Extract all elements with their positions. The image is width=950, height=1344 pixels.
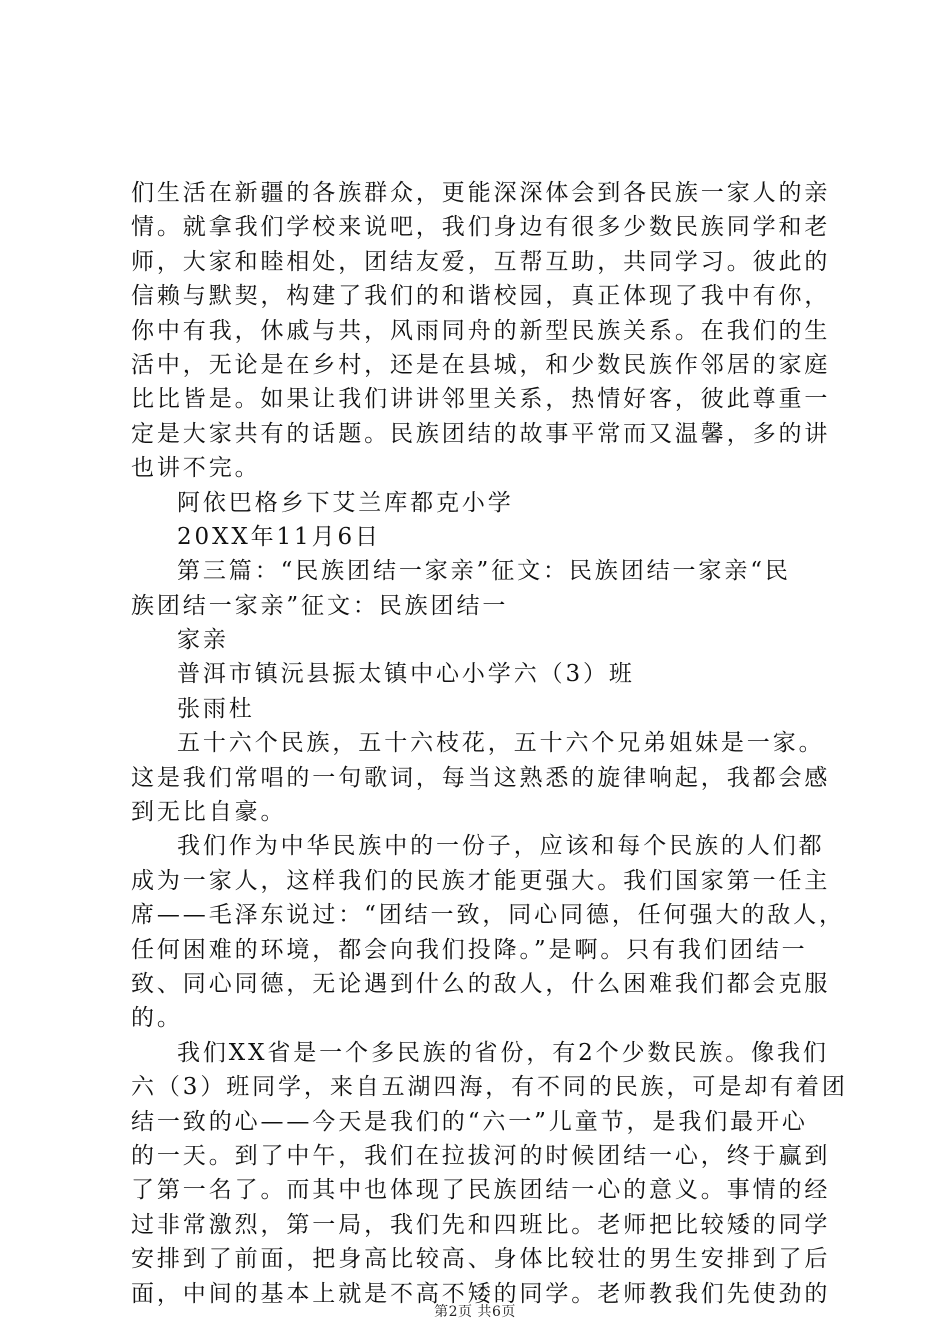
text-line: 过非常激烈，第一局，我们先和四班比。老师把比较矮的同学 <box>131 1211 831 1238</box>
text-line: 家亲 <box>177 627 229 654</box>
text-line: 致、同心同德，无论遇到什么的敌人，什么困难我们都会克服 <box>131 970 831 997</box>
text-line: 也讲不完。 <box>131 455 261 482</box>
text-line: 我们XX省是一个多民族的省份，有2个少数民族。像我们 <box>177 1039 829 1066</box>
text-line: 安排到了前面，把身高比较高、身体比较壮的男生安排到了后 <box>131 1246 831 1273</box>
text-line: 的一天。到了中午，我们在拉拔河的时候团结一心，终于赢到 <box>131 1142 831 1169</box>
text-line: 的。 <box>131 1005 183 1032</box>
text-line: 20XX年11月6日 <box>177 523 381 550</box>
text-line: 张雨杜 <box>177 695 255 722</box>
text-line: 面，中间的基本上就是不高不矮的同学。老师教我们先使劲的 <box>131 1280 831 1307</box>
text-line: 这是我们常唱的一句歌词，每当这熟悉的旋律响起，我都会感 <box>131 764 831 791</box>
text-line: 席——毛泽东说过：“团结一致，同心同德，任何强大的敌人， <box>131 902 845 929</box>
document-body <box>131 176 848 1311</box>
text-line: 你中有我，休戚与共，风雨同舟的新型民族关系。在我们的生 <box>131 317 831 344</box>
text-line: 任何困难的环境，都会向我们投降。”是啊。只有我们团结一 <box>131 936 808 963</box>
text-line: 情。就拿我们学校来说吧，我们身边有很多少数民族同学和老 <box>131 214 831 241</box>
text-line: 信赖与默契，构建了我们的和谐校园，真正体现了我中有你， <box>131 283 831 310</box>
text-line: 我们作为中华民族中的一份子，应该和每个民族的人们都 <box>177 833 825 860</box>
text-line: 阿依巴格乡下艾兰库都克小学 <box>177 489 514 516</box>
text-line: 六（3）班同学，来自五湖四海，有不同的民族，可是却有着团 <box>131 1074 848 1101</box>
text-line: 五十六个民族，五十六枝花，五十六个兄弟姐妹是一家。 <box>177 730 825 757</box>
text-line: 们生活在新疆的各族群众，更能深深体会到各民族一家人的亲 <box>131 180 831 206</box>
page-footer: 第2页 共6页 <box>434 1304 516 1320</box>
text-line: 比比皆是。如果让我们讲讲邻里关系，热情好客，彼此尊重一 <box>131 386 831 413</box>
text-line: 了第一名了。而其中也体现了民族团结一心的意义。事情的经 <box>131 1177 831 1204</box>
text-line: 结一致的心——今天是我们的“六一”儿童节，是我们最开心 <box>131 1108 808 1135</box>
text-line: 活中，无论是在乡村，还是在县城，和少数民族作邻居的家庭 <box>131 351 831 378</box>
text-line: 到无比自豪。 <box>131 799 287 826</box>
text-line: 成为一家人，这样我们的民族才能更强大。我们国家第一任主 <box>131 867 831 894</box>
text-line: 族团结一家亲”征文：民族团结一 <box>131 592 509 619</box>
text-line: 师，大家和睦相处，团结友爱，互帮互助，共同学习。彼此的 <box>131 248 831 275</box>
text-line: 定是大家共有的话题。民族团结的故事平常而又温馨，多的讲 <box>131 420 831 447</box>
text-line: 普洱市镇沅县振太镇中心小学六（3）班 <box>177 661 635 688</box>
text-line: 第三篇：“民族团结一家亲”征文：民族团结一家亲“民 <box>177 558 791 585</box>
